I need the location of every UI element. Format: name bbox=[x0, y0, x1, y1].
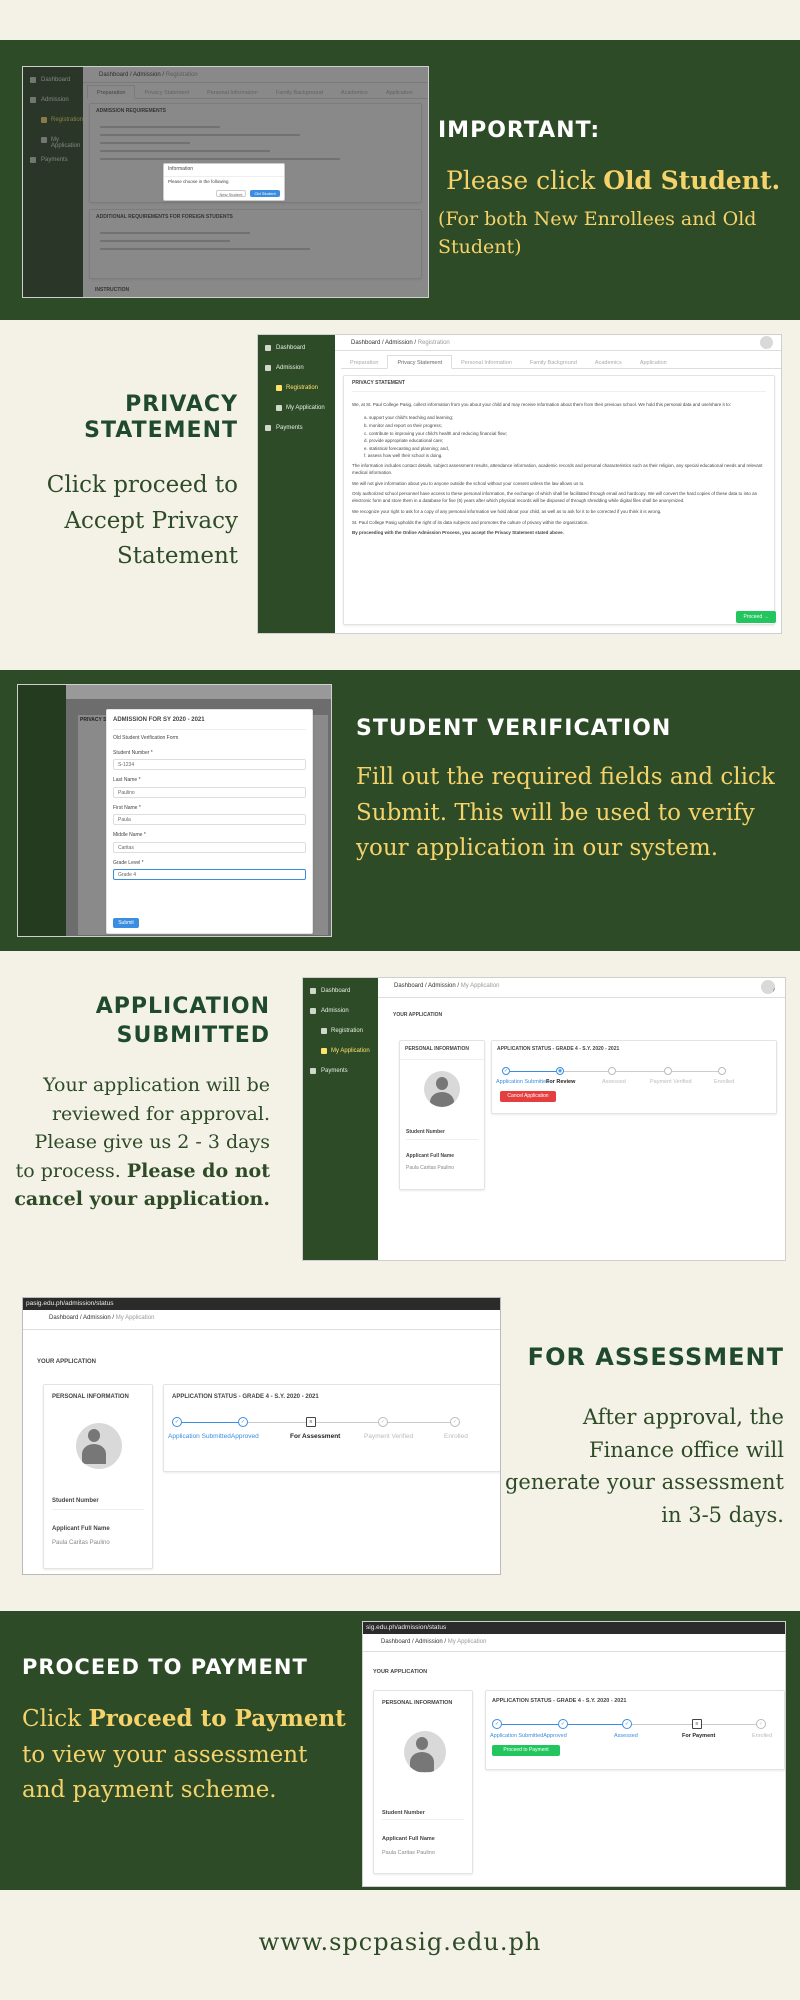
section-title: YOUR APPLICATION bbox=[373, 1669, 428, 1675]
step-enrolled-icon: ✓ bbox=[756, 1719, 766, 1729]
sidebar-item-my-application[interactable]: My Application bbox=[258, 399, 335, 419]
section-title: YOUR APPLICATION bbox=[393, 1012, 443, 1018]
personal-info-card: PERSONAL INFORMATION Student Number Applicant Full Name Paula Caritas Paulino bbox=[43, 1384, 153, 1569]
information-modal: Information Please choose in the following New Student Old Student bbox=[163, 163, 285, 201]
application-status-card: APPLICATION STATUS - GRADE 4 - S.Y. 2020 - 2021 ✓ ◉ Application Submitted For Review Assessed Payment Verified Enrolled Cancel Application bbox=[491, 1040, 777, 1114]
user-avatar-icon[interactable] bbox=[760, 336, 773, 349]
personal-info-card: PERSONAL INFORMATION Student Number Applicant Full Name Paula Caritas Paulino bbox=[373, 1690, 473, 1874]
step-review-eye-icon: ◉ bbox=[557, 1068, 563, 1074]
browser-url-bar[interactable]: pasig.edu.ph/admission/status bbox=[23, 1298, 500, 1310]
verification-input[interactable]: Grade 4 bbox=[113, 869, 306, 880]
tab-family[interactable]: Family Background bbox=[529, 360, 577, 366]
section-submitted bbox=[0, 951, 800, 1261]
instruction-note: (For both New Enrollees and Old Student) bbox=[438, 208, 757, 258]
sidebar-item-my-application[interactable]: My Application bbox=[303, 1042, 378, 1062]
step-payment-document-icon: ≡ bbox=[692, 1719, 702, 1729]
verification-input[interactable]: Paulino bbox=[113, 787, 306, 798]
step-enrolled-icon: ✓ bbox=[450, 1417, 460, 1427]
section-assessment bbox=[0, 1261, 800, 1611]
proceed-button[interactable]: Proceed → bbox=[736, 611, 776, 623]
browser-url-bar[interactable]: sig.edu.ph/admission/status bbox=[363, 1622, 785, 1634]
screenshot-proceed-to-payment bbox=[362, 1621, 786, 1887]
tab-academics[interactable]: Academics bbox=[594, 360, 622, 366]
step-submitted-icon: ✓ bbox=[492, 1719, 502, 1729]
section-privacy bbox=[0, 320, 800, 670]
submit-button[interactable]: Submit bbox=[113, 918, 139, 928]
application-status-card: APPLICATION STATUS - GRADE 4 - S.Y. 2020 - 2021 ✓ ✓ ✓ ≡ ✓ Application SubmittedApproved Assessed For Payment Enrolled Proceed to Payment bbox=[485, 1690, 785, 1770]
important-heading: IMPORTANT: bbox=[438, 118, 601, 143]
verification-input[interactable]: S-1234 bbox=[113, 759, 306, 770]
sidebar-item-registration[interactable]: Registration bbox=[303, 1022, 378, 1042]
step-assessed-icon: ✓ bbox=[622, 1719, 632, 1729]
new-student-button[interactable]: New Student bbox=[216, 190, 246, 197]
privacy-list: a. support your child's teaching and learning; b. monitor and report on their progress; c. contribute to improving your child's health and reducing financial flow; d. provide appropriate educational care; e. statistical forecasting and planning; and, f. assess how well their school is doing. bbox=[364, 415, 507, 459]
sidebar-item-payments[interactable]: Payments bbox=[258, 419, 335, 439]
verification-input[interactable]: Caritas bbox=[113, 842, 306, 853]
payment-instruction: Click Proceed to Payment to view your assessment and payment scheme. bbox=[22, 1705, 346, 1804]
breadcrumb: Dashboard / Admission / My Application bbox=[23, 1310, 500, 1330]
step-payment-icon: ✓ bbox=[378, 1417, 388, 1427]
screenshot-application-submitted bbox=[302, 977, 786, 1261]
student-avatar-icon bbox=[404, 1731, 446, 1773]
screenshot-verification: PRIVACY S ADMISSION FOR SY 2020 - 2021 Old Student Verification Form Student Number * S-1234 Last Name * Paulino First Name * Paula Middle Name * Caritas Grade Level * Grade 4 Submit bbox=[17, 684, 332, 937]
step-submitted-icon: ✓ bbox=[503, 1068, 509, 1074]
website-url[interactable]: www.spcpasig.edu.ph bbox=[258, 1928, 542, 1956]
privacy-heading: PRIVACY STATEMENT bbox=[84, 392, 238, 444]
step-submitted-icon: ✓ bbox=[172, 1417, 182, 1427]
sidebar-item-dashboard[interactable]: Dashboard bbox=[303, 982, 378, 1002]
registration-tabs bbox=[341, 355, 781, 369]
verification-modal: ADMISSION FOR SY 2020 - 2021 Old Student Verification Form Student Number * S-1234 Last Name * Paulino First Name * Paula Middle Name * Caritas Grade Level * Grade 4 Submit bbox=[106, 709, 313, 934]
field-label: Middle Name * bbox=[113, 832, 146, 838]
verification-instruction: Fill out the required fields and click Submit. This will be used to verify your application in our system. bbox=[356, 764, 775, 862]
screenshot-admission-requirements bbox=[22, 66, 429, 298]
instruction-old-student: Please click Old Student. bbox=[446, 166, 781, 195]
privacy-card: PRIVACY STATEMENT We, at St. Paul College Pasig, collect information from you about your child and may receive information about them from their previous school. We hold this personal data and use/share it to: a. support your child's teaching and learning; b. monitor and report on their progress; c. contribute to improving your child's health and reducing financial flow; d. provide appropriate educational care; e. statistical forecasting and planning; and, f. assess how well their school is doing. The information includes contact details, subject assessment results, attendance information, academic records and personal characteristics such as their religion, any special educational needs and relevant medical information. We will not give information about you to anyone outside the school without your consent unless the law allows us to. Only authorized school personnel have access to these personal information, the exchange of which shall be facilitated through email and hardcopy. We will convert the hard copies of these data to into an electronic form and store them in a database for five (5) years after which physical records will be disposed of through shredding while digital files shall be anonymized. We recognize your right to ask for a copy of any personal information we hold about your child, as well as to ask for it to be corrected if you think it is wrong. St. Paul College Pasig upholds the right of its data subjects and promotes the culture of privacy within the organization. By proceeding with the Online Admission Process, you accept the Privacy Statement stated above. bbox=[343, 375, 775, 625]
step-enrolled-icon bbox=[718, 1067, 726, 1075]
privacy-instruction: Click proceed to Accept Privacy Statement bbox=[46, 472, 238, 570]
section-important bbox=[0, 40, 800, 320]
field-label: First Name * bbox=[113, 804, 141, 811]
step-approved-icon: ✓ bbox=[558, 1719, 568, 1729]
submitted-instruction: Your application will be reviewed for approval. Please give us 2 - 3 days to process. Please do not cancel your application. bbox=[14, 1074, 270, 1210]
cancel-application-button[interactable]: Cancel Application bbox=[500, 1091, 556, 1102]
sidebar-item-payments[interactable]: Payments bbox=[303, 1062, 378, 1082]
sidebar-item-admission[interactable]: Admission bbox=[258, 359, 335, 379]
breadcrumb: Dashboard / Admission / My Application bbox=[378, 978, 785, 998]
sidebar-item-admission[interactable]: Admission bbox=[303, 1002, 378, 1022]
screenshot-privacy-statement bbox=[257, 334, 782, 634]
sidebar-item-registration[interactable]: Registration bbox=[258, 379, 335, 399]
tab-application[interactable]: Application bbox=[639, 360, 667, 366]
verification-input[interactable]: Paula bbox=[113, 814, 306, 825]
tab-preparation[interactable]: Preparation bbox=[350, 360, 379, 366]
payment-heading: PROCEED TO PAYMENT bbox=[22, 1655, 308, 1679]
proceed-to-payment-button[interactable]: Proceed to Payment bbox=[492, 1745, 560, 1756]
section-title: YOUR APPLICATION bbox=[37, 1359, 97, 1365]
step-assessment-document-icon: ≡ bbox=[306, 1417, 316, 1427]
field-label: Last Name * bbox=[113, 777, 141, 783]
tab-privacy[interactable]: Privacy Statement bbox=[387, 355, 452, 369]
student-avatar-icon bbox=[424, 1071, 460, 1107]
screenshot-for-assessment bbox=[22, 1297, 501, 1575]
user-avatar-icon[interactable] bbox=[761, 980, 775, 994]
submitted-heading: APPLICATION SUBMITTED bbox=[95, 994, 270, 1048]
student-avatar-icon bbox=[76, 1423, 122, 1469]
application-status-card: APPLICATION STATUS - GRADE 4 - S.Y. 2020 - 2021 ✓ ✓ ≡ ✓ ✓ Application SubmittedApproved For Assessment Payment Verified Enrolled bbox=[163, 1384, 501, 1472]
field-label: Grade Level * bbox=[113, 859, 144, 866]
old-student-button[interactable]: Old Student bbox=[250, 190, 280, 197]
assessment-heading: FOR ASSESSMENT bbox=[527, 1343, 784, 1371]
step-assessed-icon bbox=[608, 1067, 616, 1075]
verification-form bbox=[113, 750, 306, 881]
breadcrumb: Dashboard / Admission / My Application bbox=[363, 1634, 785, 1652]
sidebar-item-dashboard[interactable]: Dashboard bbox=[258, 339, 335, 359]
step-payment-icon bbox=[664, 1067, 672, 1075]
assessment-instruction: After approval, the Finance office will generate your assessment in 3-5 days. bbox=[504, 1405, 784, 1527]
personal-info-card: PERSONAL INFORMATION Student Number Applicant Full Name Paula Caritas Paulino bbox=[399, 1040, 485, 1190]
verification-heading: STUDENT VERIFICATION bbox=[356, 716, 672, 741]
section-payment bbox=[0, 1611, 800, 1890]
tab-personal[interactable]: Personal Information bbox=[461, 360, 512, 366]
step-approved-icon: ✓ bbox=[238, 1417, 248, 1427]
section-verification bbox=[0, 670, 800, 951]
breadcrumb: Dashboard / Admission / Registration bbox=[335, 335, 781, 351]
field-label: Student Number * bbox=[113, 749, 153, 756]
